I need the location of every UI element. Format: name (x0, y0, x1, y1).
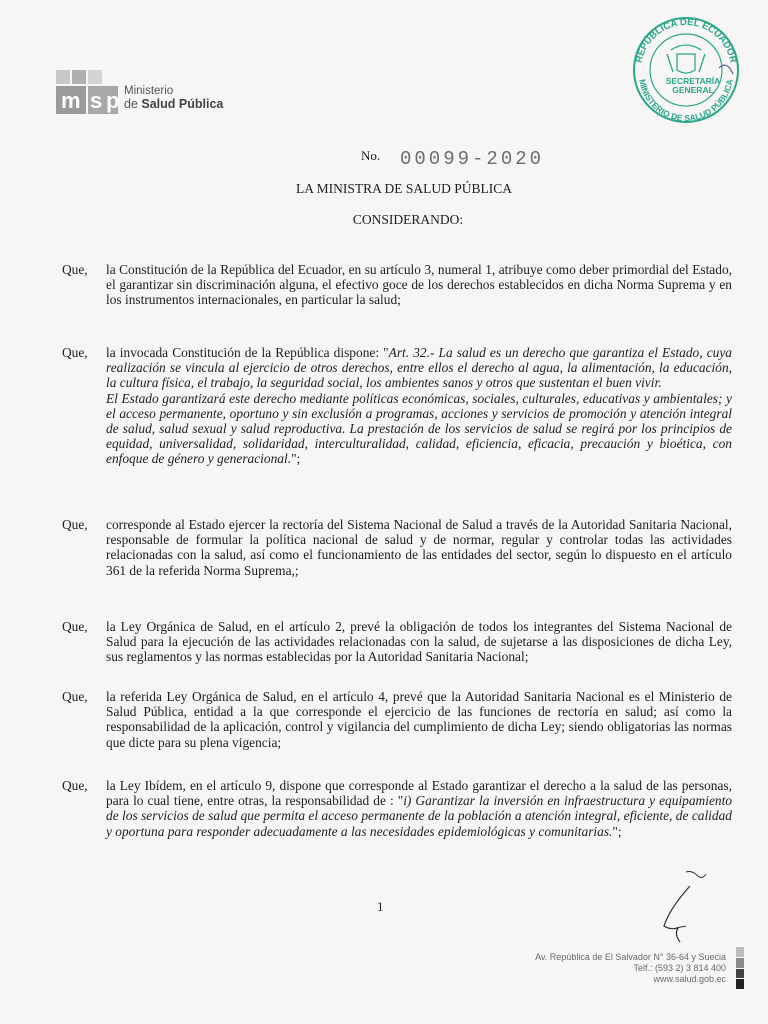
considerando-paragraph (62, 619, 732, 665)
quoted-article-32: Art. 32.- La salud es un derecho que garantiza el Estado, cuya realización se vincula al ejercicio de otros derechos, entre ellos el derecho al agua, la alimentación, la educación, la cultura física, el trabajo, la seguridad social, los ambientes sanos y otros que sustentan el buen vivir. (106, 345, 732, 391)
paragraph-text (106, 345, 732, 467)
document-number-value: 00099-2020 (400, 148, 545, 170)
logo-line-2-bold: Salud Pública (141, 97, 224, 111)
svg-text:s: s (90, 88, 103, 113)
quoted-article-9: i) Garantizar la inversión en infraestructura y equipamiento de los servicios de salud que permita el acceso permanente de la población a atención integral, eficiente, de calidad y oportuna para responder adecuadamente a las necesidades epidemiológicas y comunitarias. (106, 793, 732, 839)
svg-text:m: m (61, 88, 81, 113)
seal-center-1: SECRETARÍA (665, 76, 721, 86)
considerando-paragraph (62, 262, 732, 308)
footer-contact (470, 952, 726, 985)
considerando-paragraph (62, 517, 732, 578)
signature-initials-icon (640, 868, 720, 948)
seal-bottom-text: MINISTERIO DE SALUD PÚBLICA (637, 78, 735, 124)
que-label: Que, (62, 262, 88, 277)
svg-text:p: p (106, 88, 120, 113)
que-label: Que, (62, 689, 88, 704)
footer-phone: Telf.: (593 2) 3 814 400 (633, 963, 726, 973)
paragraph-text-close: "; (612, 823, 622, 839)
page-number: 1 (377, 899, 384, 914)
considerando-paragraph (62, 345, 732, 467)
que-label: Que, (62, 345, 88, 360)
footer-address: Av. República de El Salvador N° 36-64 y Suecia (535, 952, 726, 962)
msp-logo-text (124, 85, 223, 111)
seal-top-text: REPÚBLICA DEL ECUADOR (633, 16, 739, 64)
considerando-paragraph (62, 689, 732, 750)
paragraph-text: la Ley Orgánica de Salud, en el artículo 2, prevé la obligación de todos los integrantes del Sistema Nacional de Salud para la ejecución de las actividades relacionadas con la salud, de sujetarse a las disposiciones de dicha Ley, sus reglamentos y las normas establecidas por la Autoridad Sanitaria Nacional; (106, 619, 732, 665)
paragraph-text: la Constitución de la República del Ecuador, en su artículo 3, numeral 1, atribuye como deber primordial del Estado, el garantizar sin discriminación alguna, el efectivo goce de los derechos establecidos en dicha Norma Suprema y en los instrumentos internacionales, en particular la salud; (106, 262, 732, 308)
document-title: LA MINISTRA DE SALUD PÚBLICA (295, 181, 512, 196)
paragraph-text-intro: la invocada Constitución de la República dispone: " (106, 345, 389, 360)
quoted-article-32-continued: El Estado garantizará este derecho mediante políticas económicas, sociales, culturales, educativas y ambientales; y el acceso permanente, oportuno y sin exclusión a programas, acciones y servicios de promoción y atención integral de salud, salud sexual y salud reproductiva. La prestación de los servicios de salud se regirá por los principios de equidad, universalidad, solidaridad, interculturalidad, calidad, eficiencia, eficacia, precaución y bioética, con enfoque de género y generacional. (106, 390, 732, 467)
msp-logo-mark (52, 68, 124, 118)
que-label: Que, (62, 778, 88, 793)
que-label: Que, (62, 619, 88, 634)
paragraph-text: la referida Ley Orgánica de Salud, en el artículo 4, prevé que la Autoridad Sanitaria Nacional es el Ministerio de Salud Pública, entidad a la que corresponde el ejercicio de las funciones de rectoría en salud; así como la responsabilidad de la aplicación, control y vigilancia del cumplimiento de dicha Ley; siendo obligatorias las normas que dicte para su plena vigencia; (106, 689, 732, 750)
que-label: Que, (62, 517, 88, 532)
document-number-label: No. (361, 148, 381, 163)
logo-line-2 (124, 98, 223, 111)
paragraph-text: corresponde al Estado ejercer la rectoría del Sistema Nacional de Salud a través de la Autoridad Sanitaria Nacional, responsable de formular la política nacional de salud y de normar, regular y controlar todas las actividades relacionadas con la salud, así como el funcionamiento de las entidades del sector, según lo dispuesto en el artículo 361 de la referida Norma Suprema,; (106, 517, 732, 578)
footer-color-bar-icon (736, 947, 744, 989)
considerando-paragraph (62, 778, 732, 839)
logo-line-2-prefix: de (124, 97, 142, 111)
paragraph-text (106, 778, 732, 839)
coat-of-arms-icon (667, 45, 705, 73)
seal-center-2: GENERAL (672, 85, 714, 95)
secretaria-general-seal-icon (623, 14, 749, 126)
msp-logo (52, 68, 232, 120)
logo-line-1: Ministerio (124, 85, 174, 97)
footer-website: www.salud.gob.ec (653, 974, 726, 984)
considerando-heading: CONSIDERANDO: (352, 212, 464, 227)
paragraph-text-close: "; (291, 451, 301, 467)
seal-initial-mark-icon (719, 65, 733, 74)
paragraph-text-intro: la Ley Ibídem, en el artículo 9, dispone que corresponde al Estado garantizar el derecho a la salud de las personas, para lo cual tiene, entre otras, la responsabilidad de : " (106, 778, 732, 809)
